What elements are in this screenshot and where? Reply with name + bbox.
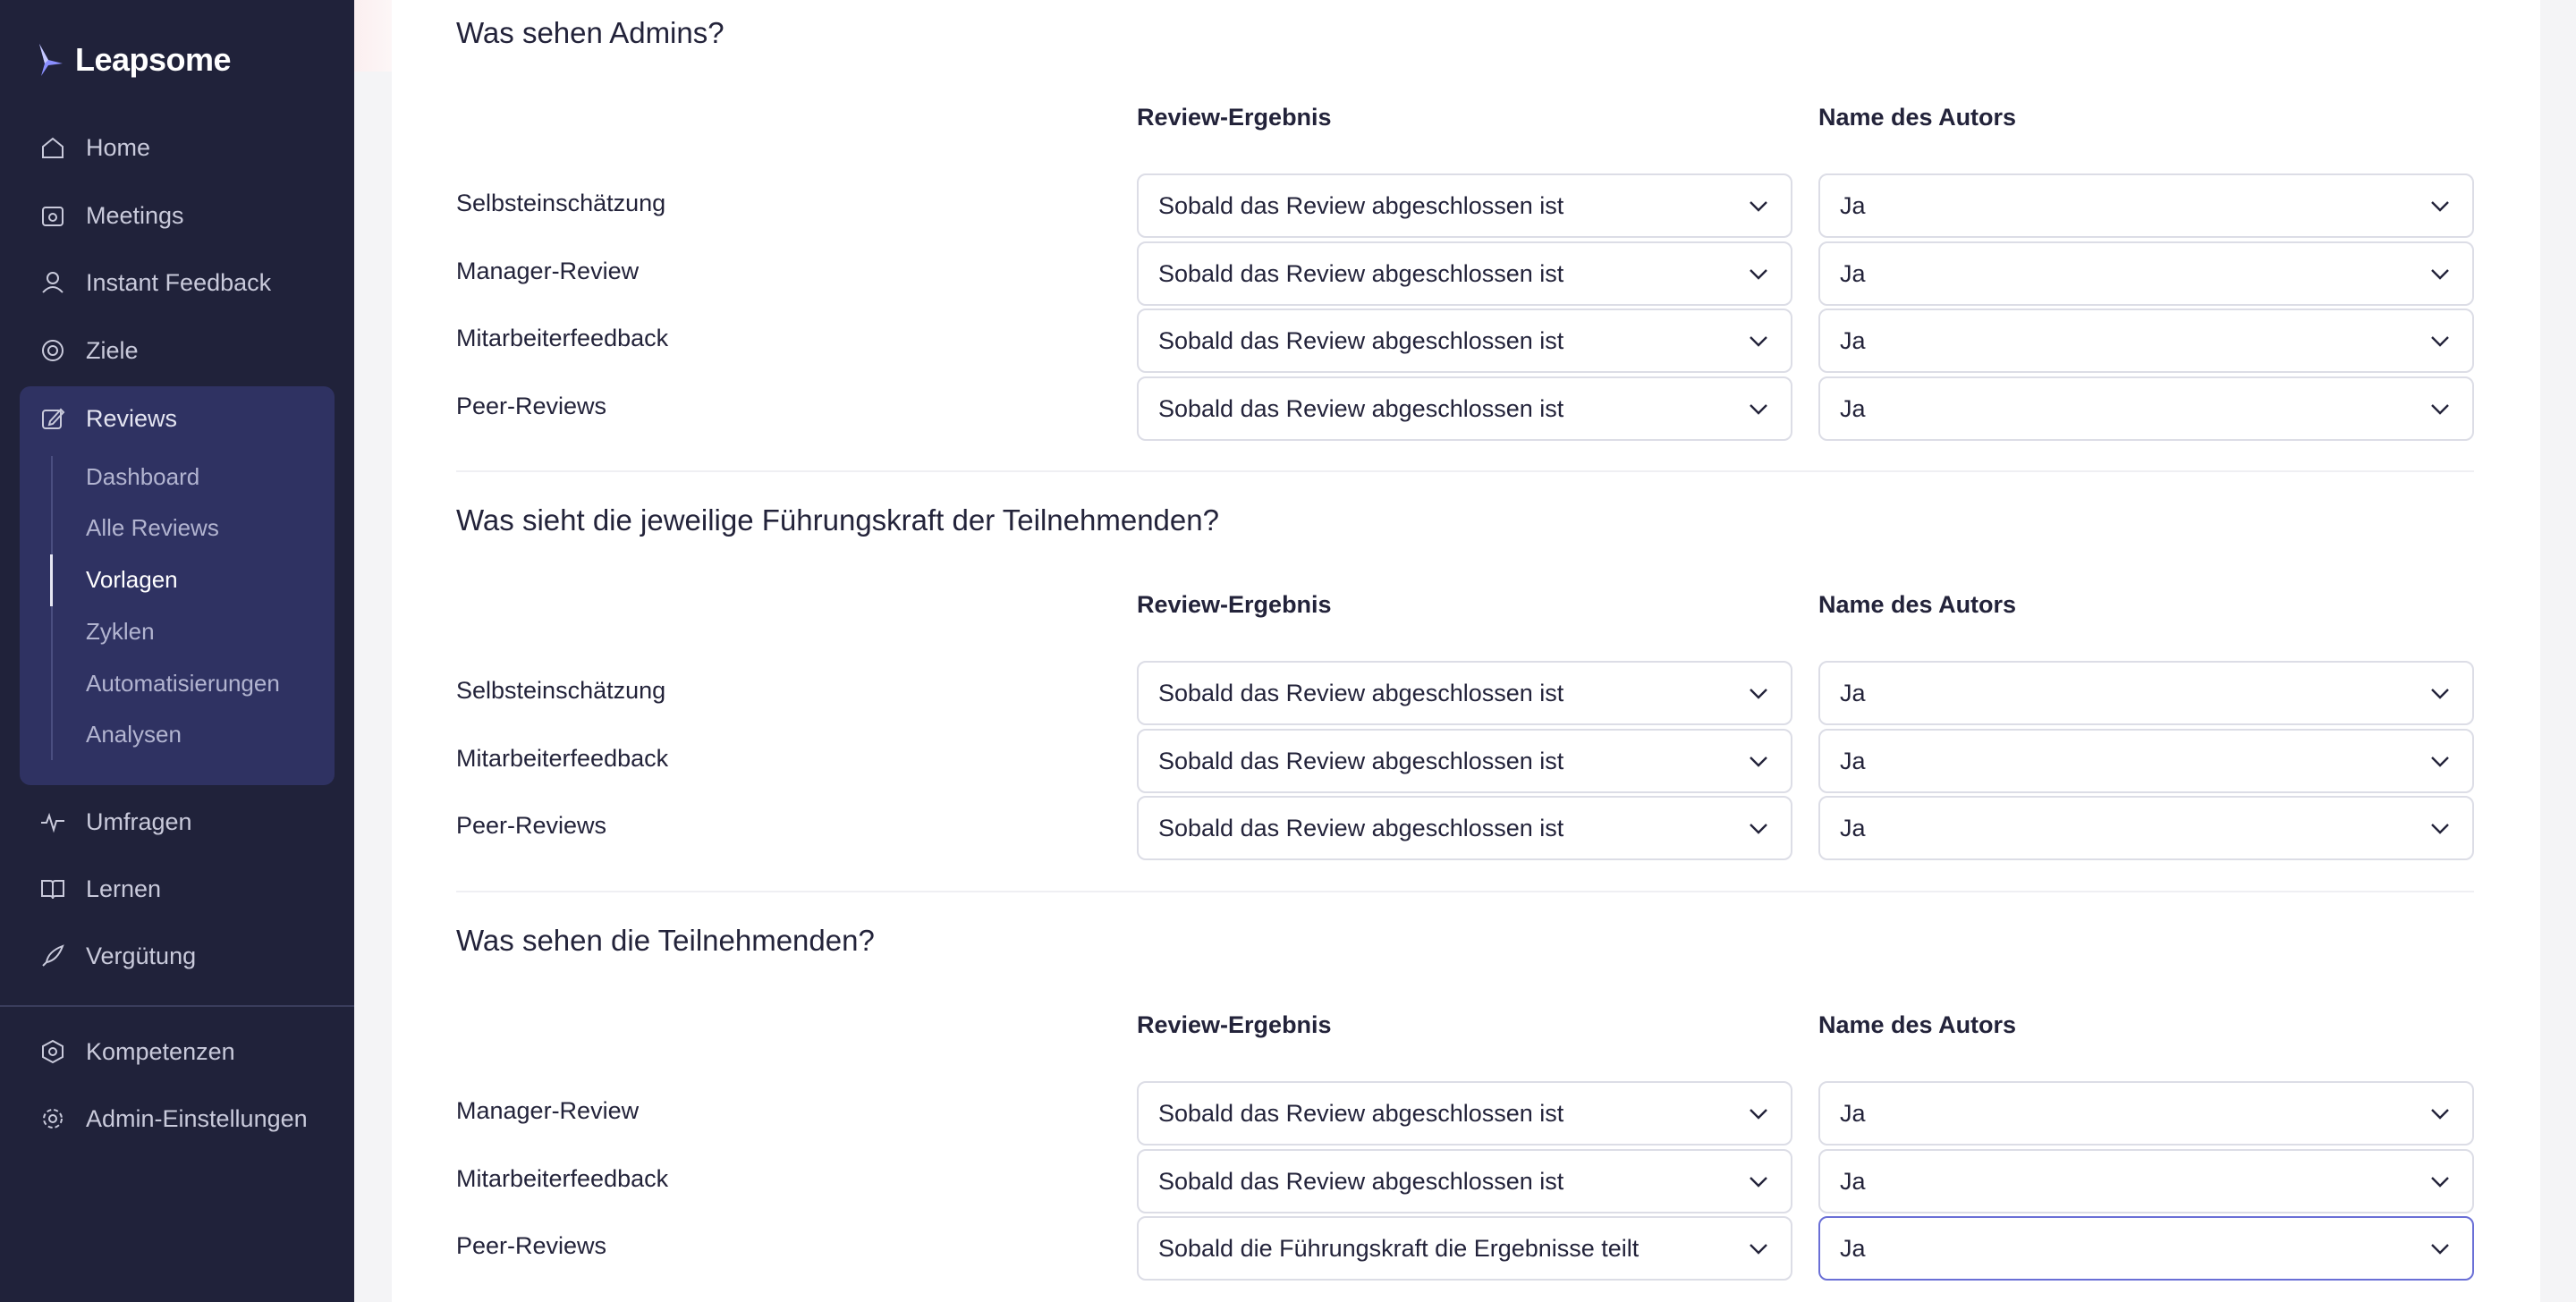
row-label: Peer-Reviews: [456, 393, 607, 419]
chevron-down-icon: [2428, 193, 2453, 218]
book-icon: [39, 875, 66, 902]
sidebar-item-label: Kompetenzen: [86, 1037, 235, 1065]
meetings-icon: [39, 202, 66, 229]
sidebar-item-label: Ziele: [86, 336, 139, 364]
row-label: Selbsteinschätzung: [456, 190, 666, 216]
select-value: Ja: [1840, 191, 1866, 219]
scroll-area-edge: [2540, 0, 2576, 1302]
chevron-down-icon: [2428, 1169, 2453, 1194]
sidebar-item-label: Home: [86, 133, 151, 161]
sidebar-subitem-zyklen[interactable]: Zyklen: [86, 618, 155, 645]
select-value: Sobald das Review abgeschlossen ist: [1158, 747, 1564, 774]
column-header-author: Name des Autors: [1818, 591, 2017, 618]
result-select[interactable]: [1137, 173, 1792, 238]
select-value: Sobald das Review abgeschlossen ist: [1158, 1099, 1564, 1127]
sidebar-subitem-dashboard[interactable]: Dashboard: [86, 463, 200, 490]
author-select[interactable]: [1818, 1081, 2474, 1146]
sidebar-item-verguetung[interactable]: [39, 934, 196, 977]
select-value: Ja: [1840, 679, 1866, 706]
sidebar-divider: [0, 1005, 354, 1007]
chevron-down-icon: [2428, 396, 2453, 421]
author-select[interactable]: [1818, 1149, 2474, 1213]
sidebar-item-umfragen[interactable]: [39, 800, 192, 843]
result-select[interactable]: [1137, 661, 1792, 725]
submenu-guide-line: [51, 456, 53, 760]
column-header-author: Name des Autors: [1818, 1011, 2017, 1038]
section-divider: [456, 470, 2474, 472]
chevron-down-icon: [1746, 328, 1771, 353]
sidebar-subitem-automatisierungen[interactable]: Automatisierungen: [86, 670, 280, 697]
row-label: Manager-Review: [456, 1097, 640, 1124]
sidebar-item-label: Meetings: [86, 201, 184, 229]
select-value: Ja: [1840, 394, 1866, 422]
select-value: Ja: [1840, 1099, 1866, 1127]
chevron-down-icon: [1746, 681, 1771, 706]
column-header-result: Review-Ergebnis: [1137, 591, 1332, 618]
section-title-admins: Was sehen Admins?: [456, 16, 724, 49]
sidebar-item-meetings[interactable]: [39, 194, 184, 237]
chevron-down-icon: [1746, 816, 1771, 841]
chevron-down-icon: [1746, 193, 1771, 218]
gear-icon: [39, 1105, 66, 1132]
result-select[interactable]: [1137, 241, 1792, 306]
chevron-down-icon: [1746, 1236, 1771, 1261]
row-label: Mitarbeiterfeedback: [456, 325, 669, 351]
brand-name: Leapsome: [75, 41, 232, 78]
chevron-down-icon: [1746, 1101, 1771, 1126]
sidebar: [0, 0, 354, 1302]
author-select[interactable]: [1818, 729, 2474, 793]
sidebar-item-ziele[interactable]: [39, 329, 139, 372]
author-select[interactable]: [1818, 309, 2474, 373]
sidebar-item-label: Admin-Einstellungen: [86, 1104, 308, 1132]
column-header-result: Review-Ergebnis: [1137, 1011, 1332, 1038]
sidebar-item-lernen[interactable]: [39, 867, 161, 910]
target-icon: [39, 337, 66, 364]
leapsome-logo-icon: [36, 42, 66, 78]
select-value: Sobald die Führungskraft die Ergebnisse teilt: [1158, 1234, 1640, 1262]
sidebar-item-label: Vergütung: [86, 942, 197, 969]
submenu-active-indicator: [50, 554, 53, 606]
row-label: Mitarbeiterfeedback: [456, 745, 669, 772]
chevron-down-icon: [2428, 1236, 2453, 1261]
author-select[interactable]: [1818, 173, 2474, 238]
author-select[interactable]: [1818, 1216, 2474, 1281]
result-select[interactable]: [1137, 1216, 1792, 1281]
author-select[interactable]: [1818, 241, 2474, 306]
sidebar-item-home[interactable]: [39, 126, 150, 169]
row-label: Mitarbeiterfeedback: [456, 1165, 669, 1192]
result-select[interactable]: [1137, 1081, 1792, 1146]
select-value: Sobald das Review abgeschlossen ist: [1158, 326, 1564, 354]
row-label: Peer-Reviews: [456, 812, 607, 839]
chevron-down-icon: [2428, 261, 2453, 286]
sidebar-item-admin-einstellungen[interactable]: [39, 1097, 308, 1140]
author-select[interactable]: [1818, 796, 2474, 860]
column-header-result: Review-Ergebnis: [1137, 104, 1332, 131]
result-select[interactable]: [1137, 309, 1792, 373]
chevron-down-icon: [2428, 748, 2453, 774]
result-select[interactable]: [1137, 376, 1792, 441]
select-value: Sobald das Review abgeschlossen ist: [1158, 1167, 1564, 1195]
chevron-down-icon: [2428, 328, 2453, 353]
select-value: Sobald das Review abgeschlossen ist: [1158, 814, 1564, 841]
select-value: Sobald das Review abgeschlossen ist: [1158, 679, 1564, 706]
chevron-down-icon: [1746, 1169, 1771, 1194]
section-divider: [456, 891, 2474, 892]
sidebar-item-reviews[interactable]: [39, 397, 177, 440]
row-label: Manager-Review: [456, 258, 640, 284]
sidebar-item-kompetenzen[interactable]: [39, 1030, 235, 1073]
select-value: Ja: [1840, 259, 1866, 287]
author-select[interactable]: [1818, 661, 2474, 725]
result-select[interactable]: [1137, 729, 1792, 793]
section-title-manager: Was sieht die jeweilige Führungskraft der Teilnehmenden?: [456, 503, 1219, 537]
column-header-author: Name des Autors: [1818, 104, 2017, 131]
sidebar-item-label: Reviews: [86, 404, 178, 432]
chevron-down-icon: [1746, 748, 1771, 774]
sidebar-subitem-alle-reviews[interactable]: Alle Reviews: [86, 514, 219, 541]
chevron-down-icon: [1746, 396, 1771, 421]
select-value: Sobald das Review abgeschlossen ist: [1158, 394, 1564, 422]
competency-icon: [39, 1038, 66, 1065]
select-value: Ja: [1840, 1167, 1866, 1195]
feedback-icon: [39, 269, 66, 296]
select-value: Ja: [1840, 814, 1866, 841]
select-value: Ja: [1840, 747, 1866, 774]
row-label: Peer-Reviews: [456, 1232, 607, 1259]
chevron-down-icon: [2428, 681, 2453, 706]
author-select[interactable]: [1818, 376, 2474, 441]
home-icon: [39, 134, 66, 161]
row-label: Selbsteinschätzung: [456, 677, 666, 704]
rocket-icon: [39, 943, 66, 969]
sidebar-item-label: Lernen: [86, 875, 162, 902]
select-value: Ja: [1840, 1234, 1866, 1262]
chevron-down-icon: [2428, 816, 2453, 841]
chevron-down-icon: [1746, 261, 1771, 286]
result-select[interactable]: [1137, 1149, 1792, 1213]
edit-icon: [39, 405, 66, 432]
section-title-participants: Was sehen die Teilnehmenden?: [456, 924, 875, 957]
pulse-icon: [39, 808, 66, 835]
select-value: Sobald das Review abgeschlossen ist: [1158, 259, 1564, 287]
select-value: Ja: [1840, 326, 1866, 354]
sidebar-subitem-analysen[interactable]: Analysen: [86, 721, 182, 748]
sidebar-item-instant-feedback[interactable]: [39, 261, 271, 304]
brand-logo[interactable]: [36, 41, 231, 79]
sidebar-item-label: Instant Feedback: [86, 268, 272, 296]
chevron-down-icon: [2428, 1101, 2453, 1126]
select-value: Sobald das Review abgeschlossen ist: [1158, 191, 1564, 219]
sidebar-item-label: Umfragen: [86, 807, 192, 835]
result-select[interactable]: [1137, 796, 1792, 860]
sidebar-subitem-vorlagen[interactable]: Vorlagen: [86, 566, 178, 593]
